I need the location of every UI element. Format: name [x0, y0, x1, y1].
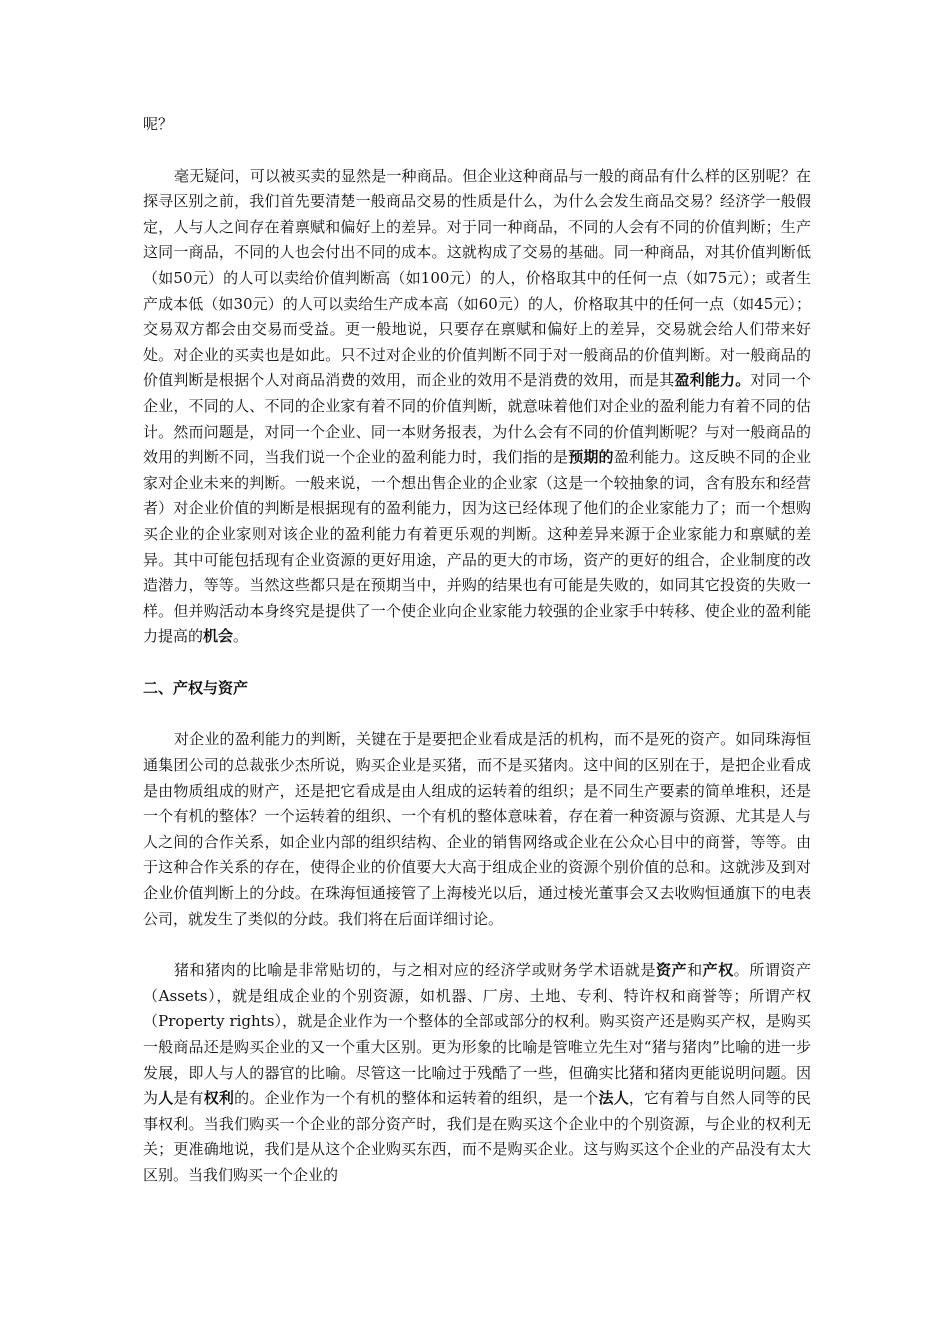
- bold-term-rights: 权利: [203, 1089, 235, 1108]
- text-run: 是有: [173, 1089, 204, 1108]
- text-run: ，它有着与自然人同等的民事权利。当我们购买一个企业的部分资产时，我们是在购买这个企业中的个别资源，与企业的权利无关；更准确地说，我们是从这个企业购买东西，而不是购买企业。这与购买这个企业的产品没有太大区别。当我们购买一个企业的: [143, 1089, 811, 1184]
- paragraph-commodity-nature: [143, 164, 811, 650]
- bold-term-assets: 资产: [656, 961, 688, 980]
- text-run: 和: [687, 961, 703, 980]
- bold-term-person: 人: [158, 1089, 174, 1108]
- text-run: 猪和猪肉的比喻是非常贴切的，与之相对应的经济学或财务学术语就是: [174, 961, 656, 980]
- bold-term-profitability: 盈利能力。: [674, 371, 751, 390]
- text-run: 。所谓资产（Assets），就是组成企业的个别资源，如机器、厂房、土地、专利、特许权和商誉等；所谓产权（Property rights），就是企业作为一个整体的全部或部分的权利。购买资产还是购买产权，是购买一般商品还是购买企业的又一个重大区别。更为形象的比喻是管唯立先生对“猪与猪肉”比喻的进一步发展，即人与人的器官的比喻。尽管这一比喻过于残酷了一些，但确实比猪和猪肉更能说明问题。因为: [143, 961, 811, 1108]
- text-run: 的。企业作为一个有机的整体和运转着的组织，是一个: [234, 1089, 599, 1108]
- section-heading: 二、产权与资产: [143, 678, 249, 697]
- bold-term-opportunity: 机会: [203, 627, 234, 646]
- text-run: 对同一个企业，不同的人、不同的企业家有着不同的价值判断，就意味着他们对企业的盈利能力有着不同的估计。然而问题是，对同一个企业、同一本财务报表，为什么会有不同的价值判断呢？与对一般商品的效用的判断不同，当我们说一个企业的盈利能力时，我们指的是: [143, 371, 811, 467]
- text-run: 。: [233, 627, 249, 646]
- bold-term-property-rights: 产权: [702, 961, 734, 980]
- bold-term-expected: 预期的: [568, 448, 614, 467]
- paragraph-continuation: 呢？: [143, 115, 174, 133]
- text-run: 毫无疑问，可以被买卖的显然是一种商品。但企业这种商品与一般的商品有什么样的区别呢？在探寻区别之前，我们首先要清楚一般商品交易的性质是什么，为什么会发生商品交易？经济学一般假定，人与人之间存在着禀赋和偏好上的差异。对于同一种商品，不同的人会有不同的价值判断；生产这同一商品，不同的人也会付出不同的成本。这就构成了交易的基础。同一种商品，对其价值判断低（如50元）的人可以卖给价值判断高（如100元）的人，价格取其中的任何一点（如75元）；或者生产成本低（如30元）的人可以卖给生产成本高（如60元）的人，价格取其中的任何一点（如45元）；交易双方都会由交易而受益。更一般地说，只要存在禀赋和偏好上的差异，交易就会给人们带来好处。对企业的买卖也是如此。只不过对企业的价值判断不同于对一般商品的价值判断。对一般商品的价值判断是根据个人对商品消费的效用，而企业的效用不是消费的效用，而是其: [143, 166, 811, 390]
- document-page: [143, 112, 811, 1189]
- paragraph-assets-property-rights: [143, 958, 811, 1188]
- paragraph-living-organization: 对企业的盈利能力的判断，关键在于是要把企业看成是活的机构，而不是死的资产。如同珠海恒通集团公司的总裁张少杰所说，购买企业是买猪，而不是买猪肉。这中间的区别在于，是把企业看成是由物质组成的财产，还是把它看成是由人组成的运转着的组织；是不同生产要素的简单堆积，还是一个有机的整体？一个运转着的组织、一个有机的整体意味着，存在着一种资源与资源、尤其是人与人之间的合作关系，如企业内部的组织结构、企业的销售网络或企业在公众心目中的商誉，等等。由于这种合作关系的存在，使得企业的价值要大大高于组成企业的资源个别价值的总和。这就涉及到对企业价值判断上的分歧。在珠海恒通接管了上海棱光以后，通过棱光董事会又去收购恒通旗下的电表公司，就发生了类似的分歧。我们将在后面详细讨论。: [143, 730, 811, 928]
- text-run: 盈利能力。这反映不同的企业家对企业未来的判断。一般来说，一个想出售企业的企业家（这是一个较抽象的词，含有股东和经营者）对企业价值的判断是根据现有的盈利能力，因为这已经体现了他们的企业家能力了；而一个想购买企业的企业家则对该企业的盈利能力有着更乐观的判断。这种差异来源于企业家能力和禀赋的差异。其中可能包括现有企业资源的更好用途，产品的更大的市场，资产的更好的组合，企业制度的改造潜力，等等。当然这些都只是在预期当中，并购的结果也有可能是失败的，如同其它投资的失败一样。但并购活动本身终究是提供了一个使企业向企业家能力较强的企业家手中转移、使企业的盈利能力提高的: [143, 448, 811, 646]
- bold-term-legal-person: 法人: [598, 1089, 629, 1108]
